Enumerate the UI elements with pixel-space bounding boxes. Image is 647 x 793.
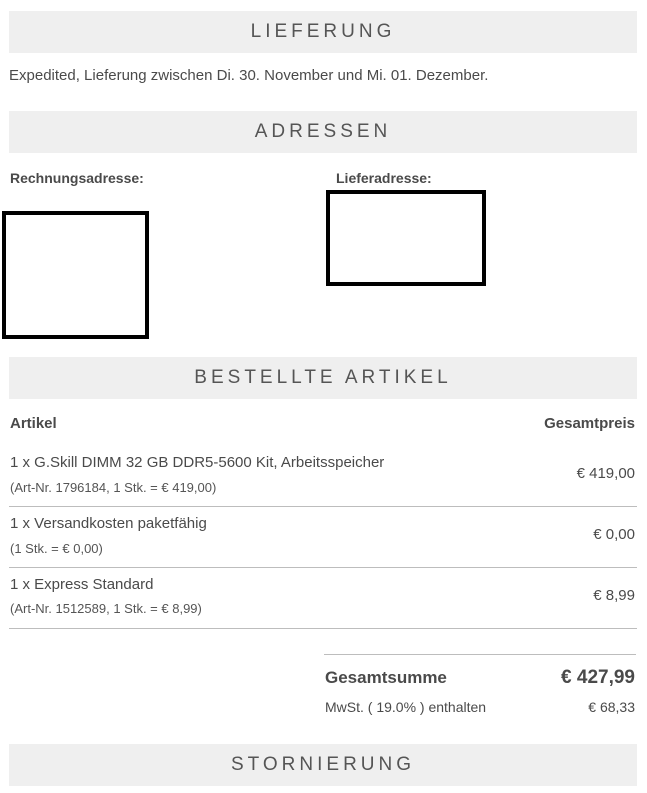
item-detail: (1 Stk. = € 0,00) — [10, 541, 103, 556]
ordered-items-header: BESTELLTE ARTIKEL — [9, 357, 637, 399]
shipping-address-redaction — [326, 190, 486, 286]
vat-value: € 68,33 — [588, 699, 635, 715]
item-name: 1 x Express Standard — [10, 576, 154, 593]
addresses-header: ADRESSEN — [9, 111, 637, 153]
column-header-total: Gesamtpreis — [544, 415, 635, 432]
item-name: 1 x Versandkosten paketfähig — [10, 515, 207, 532]
row-divider — [9, 628, 637, 629]
delivery-text: Expedited, Lieferung zwischen Di. 30. November und Mi. 01. Dezember. — [9, 67, 489, 84]
item-price: € 0,00 — [593, 526, 635, 543]
column-header-article: Artikel — [10, 415, 57, 432]
total-sum-value: € 427,99 — [561, 667, 635, 688]
vat-label: MwSt. ( 19.0% ) enthalten — [325, 699, 487, 715]
item-detail: (Art-Nr. 1512589, 1 Stk. = € 8,99) — [10, 601, 202, 616]
row-divider — [9, 567, 637, 568]
row-divider — [9, 506, 637, 507]
cancellation-header: STORNIERUNG — [9, 744, 637, 786]
delivery-header: LIEFERUNG — [9, 11, 637, 53]
total-sum-label: Gesamtsumme — [325, 668, 447, 687]
item-name: 1 x G.Skill DIMM 32 GB DDR5-5600 Kit, Arbeitsspeicher — [10, 454, 385, 471]
totals-divider — [324, 654, 636, 655]
shipping-address-label: Lieferadresse: — [336, 170, 432, 186]
item-detail: (Art-Nr. 1796184, 1 Stk. = € 419,00) — [10, 480, 217, 495]
billing-address-label: Rechnungsadresse: — [10, 170, 144, 186]
item-price: € 419,00 — [576, 465, 635, 482]
item-price: € 8,99 — [593, 587, 635, 604]
billing-address-redaction — [2, 211, 149, 339]
